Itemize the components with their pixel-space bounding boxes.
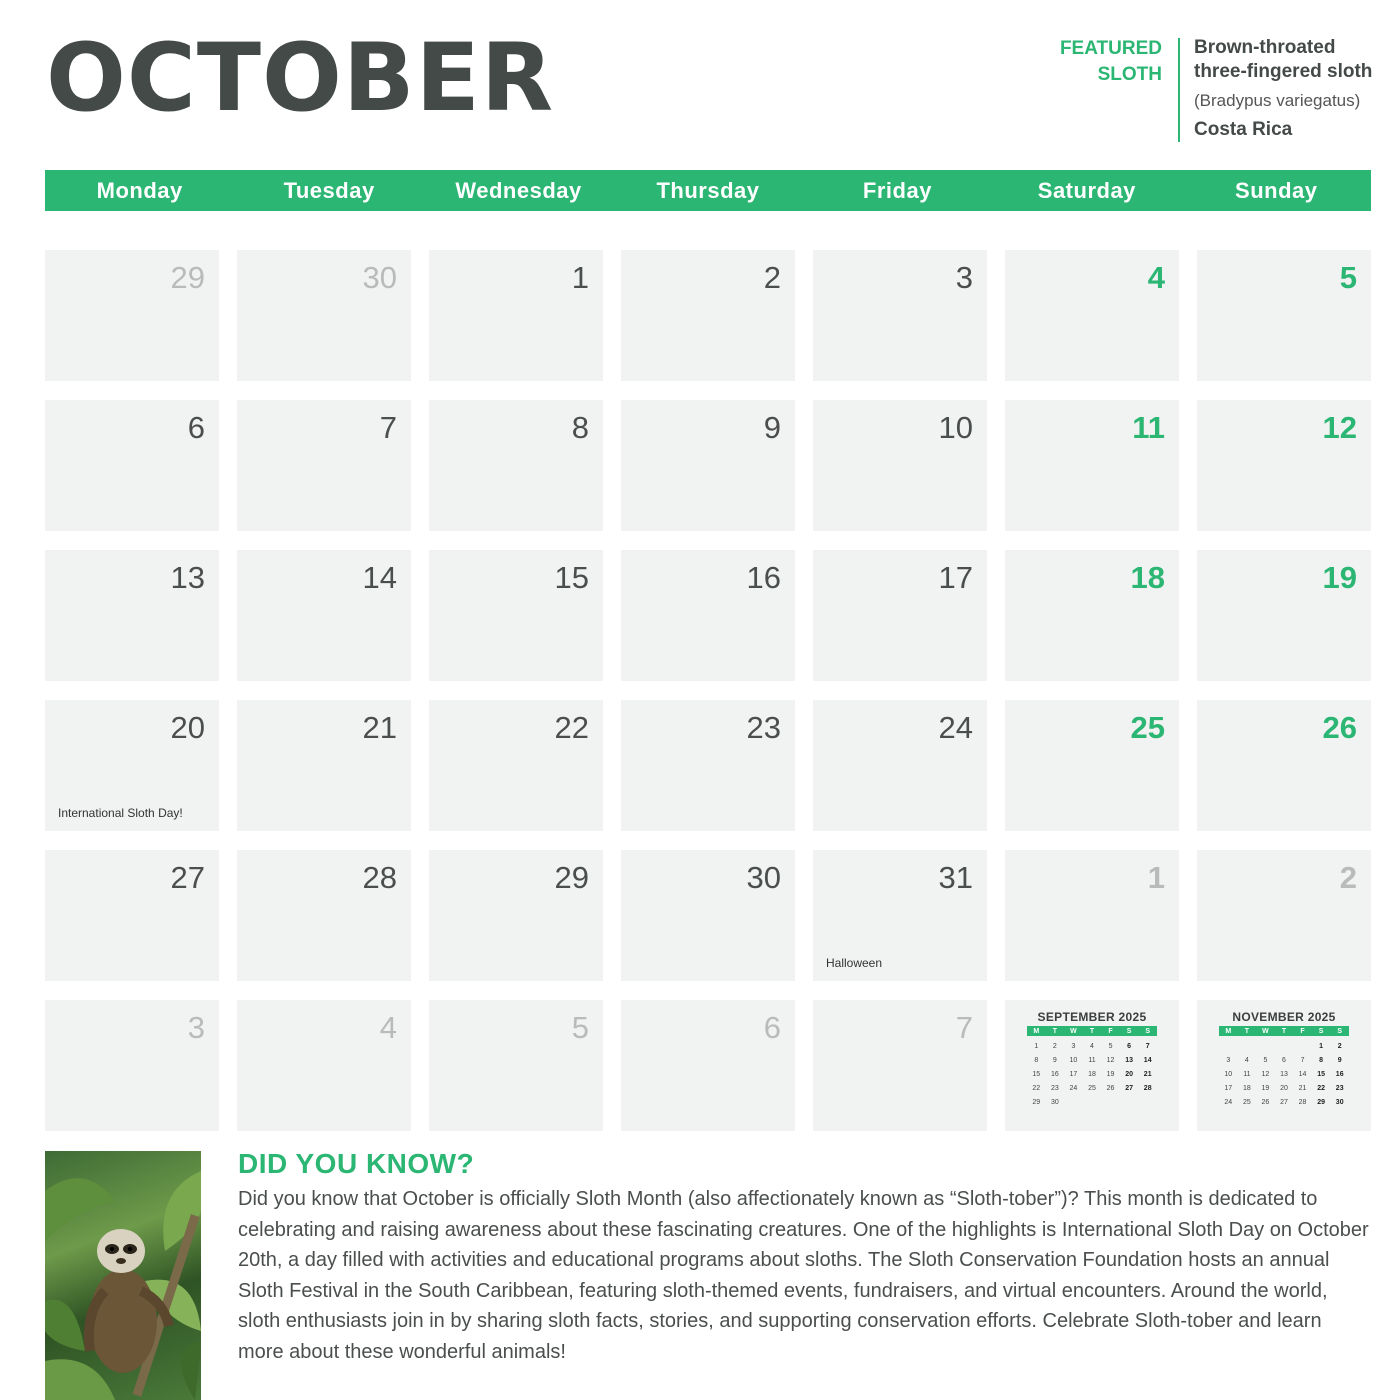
- did-you-know-title: DID YOU KNOW?: [238, 1148, 475, 1179]
- day-cell[interactable]: [1005, 550, 1179, 681]
- featured-name: [1194, 36, 1394, 84]
- day-event: International Sloth Day!: [58, 806, 183, 820]
- weekday-thursday: Thursday: [656, 177, 760, 203]
- mini-day: 28: [1143, 1084, 1152, 1092]
- mini-calendar: [1027, 1010, 1157, 1109]
- mini-day: 24: [1224, 1098, 1233, 1106]
- mini-day: 27: [1280, 1098, 1288, 1106]
- mini-day: 11: [1243, 1070, 1251, 1078]
- mini-day: 29: [1032, 1098, 1041, 1106]
- mini-day: 8: [1319, 1056, 1324, 1064]
- mini-day: 14: [1298, 1070, 1307, 1078]
- mini-day: 9: [1052, 1056, 1057, 1064]
- featured-scientific-name: (Bradypus variegatus): [1194, 91, 1361, 110]
- sloth-illustration: [45, 1151, 201, 1400]
- mini-day-blank: [1256, 1039, 1275, 1053]
- day-number: 8: [571, 410, 589, 445]
- did-you-know-text: Did you know that October is officially Sloth Month (also affectionately known as “Sloth-tober”)? This month is dedicated to celebrating and raising awareness about these fascinating creatures. One of the highlights is International Sloth Day on October 20th, a day filled with activities and educational programs about sloths. The Sloth Conservation Foundation hosts an annual Sloth Festival in the South Caribbean, featuring sloth-themed events, fundraisers, and virtual encounters. Around the world, sloth enthusiasts join in by sharing sloth facts, stories, and supporting conservation efforts. Celebrate Sloth-tober and learn more about these wonderful animals!: [238, 1188, 1369, 1363]
- mini-day-blank: [1238, 1039, 1257, 1053]
- day-cell[interactable]: [1005, 850, 1179, 981]
- day-number: 22: [554, 710, 589, 745]
- day-number: 26: [1322, 710, 1357, 745]
- day-cell[interactable]: [237, 850, 411, 981]
- day-cell[interactable]: [1197, 400, 1371, 531]
- mini-weekday: T: [1244, 1027, 1249, 1035]
- mini-day: 23: [1050, 1084, 1059, 1092]
- day-number: 24: [938, 710, 973, 745]
- mini-weekday: F: [1300, 1027, 1305, 1035]
- mini-day: 3: [1071, 1042, 1076, 1050]
- day-number: 25: [1130, 710, 1165, 745]
- weekday-header: [45, 170, 1371, 211]
- mini-day: 30: [1050, 1098, 1059, 1106]
- day-number: 23: [746, 710, 781, 745]
- mini-day: 4: [1090, 1042, 1094, 1050]
- day-number: 3: [955, 260, 973, 295]
- mini-weekday: T: [1281, 1027, 1287, 1035]
- day-cell[interactable]: [1005, 250, 1179, 381]
- mini-day: 8: [1034, 1056, 1039, 1064]
- mini-day: 2: [1337, 1042, 1342, 1050]
- day-cell[interactable]: [621, 400, 795, 531]
- mini-weekday: M: [1225, 1027, 1232, 1035]
- mini-calendar-weekdays: [1219, 1026, 1349, 1036]
- day-cell[interactable]: [813, 400, 987, 531]
- mini-weekday: T: [1089, 1027, 1095, 1035]
- mini-day: 7: [1300, 1056, 1305, 1064]
- day-number: 1: [1147, 860, 1165, 895]
- mini-day: 25: [1242, 1098, 1251, 1106]
- featured-name-line1: Brown-throated: [1194, 37, 1336, 58]
- mini-weekday: W: [1262, 1027, 1269, 1035]
- day-cell[interactable]: [1197, 550, 1371, 681]
- mini-day: 9: [1337, 1056, 1342, 1064]
- day-cell[interactable]: [621, 250, 795, 381]
- day-cell[interactable]: [237, 400, 411, 531]
- day-cell[interactable]: [813, 850, 987, 981]
- mini-weekday: M: [1033, 1027, 1040, 1035]
- day-number: 16: [746, 560, 781, 595]
- day-cell[interactable]: [429, 850, 603, 981]
- mini-day: 5: [1263, 1056, 1268, 1064]
- mini-day: 17: [1069, 1070, 1078, 1078]
- day-cell[interactable]: [429, 700, 603, 831]
- mini-day: 2: [1052, 1042, 1057, 1050]
- day-cell[interactable]: [237, 1000, 411, 1131]
- day-number: 6: [187, 410, 205, 445]
- mini-day: 4: [1244, 1056, 1249, 1064]
- mini-day: 24: [1069, 1084, 1078, 1092]
- mini-day: 12: [1261, 1070, 1270, 1078]
- day-cell[interactable]: [45, 850, 219, 981]
- mini-day: 18: [1088, 1070, 1096, 1078]
- day-cell[interactable]: [621, 850, 795, 981]
- mini-day: 20: [1280, 1084, 1288, 1092]
- day-number: 7: [955, 1010, 973, 1045]
- day-number: 1: [571, 260, 589, 295]
- day-cell[interactable]: [1197, 250, 1371, 381]
- mini-weekday: W: [1070, 1027, 1077, 1035]
- weekday-friday: Friday: [862, 177, 932, 203]
- mini-weekday: S: [1318, 1027, 1324, 1035]
- mini-day: 15: [1317, 1070, 1326, 1078]
- mini-weekday: S: [1337, 1027, 1343, 1035]
- day-number: 12: [1322, 410, 1357, 445]
- day-number: 14: [362, 560, 397, 595]
- day-cell[interactable]: [429, 400, 603, 531]
- mini-day: 11: [1088, 1056, 1096, 1064]
- day-cell[interactable]: [45, 400, 219, 531]
- mini-calendar: [1219, 1010, 1349, 1109]
- mini-day: 22: [1032, 1084, 1041, 1092]
- day-cell[interactable]: [237, 700, 411, 831]
- day-cell[interactable]: [429, 550, 603, 681]
- day-number: 5: [1339, 260, 1357, 295]
- day-cell[interactable]: [813, 550, 987, 681]
- mini-day: 26: [1261, 1098, 1270, 1106]
- day-number: 3: [187, 1010, 205, 1045]
- featured-name-line2: three-fingered sloth: [1194, 61, 1373, 82]
- day-number: 17: [938, 560, 973, 595]
- day-cell[interactable]: [429, 1000, 603, 1131]
- day-number: 27: [170, 860, 205, 895]
- day-number: 30: [746, 860, 781, 895]
- mini-day: 28: [1298, 1098, 1307, 1106]
- mini-day: 10: [1069, 1056, 1078, 1064]
- mini-day: 21: [1298, 1084, 1307, 1092]
- mini-weekday: S: [1145, 1027, 1151, 1035]
- day-number: 21: [362, 710, 397, 745]
- day-cell[interactable]: [45, 700, 219, 831]
- day-number: 31: [938, 860, 973, 895]
- featured-label-line2: SLOTH: [1097, 64, 1162, 85]
- day-number: 28: [362, 860, 397, 895]
- day-number: 29: [170, 260, 205, 295]
- mini-calendar-days: [1027, 1039, 1157, 1109]
- day-number: 5: [571, 1010, 589, 1045]
- mini-day: 13: [1280, 1070, 1288, 1078]
- mini-day: 13: [1125, 1056, 1134, 1064]
- mini-day: 26: [1106, 1084, 1115, 1092]
- day-cell[interactable]: [1197, 850, 1371, 981]
- mini-weekday: T: [1052, 1027, 1057, 1035]
- mini-day-blank: [1293, 1039, 1312, 1053]
- day-cell[interactable]: [237, 250, 411, 381]
- mini-day: 16: [1335, 1070, 1344, 1078]
- mini-day: 3: [1226, 1056, 1231, 1064]
- mini-day: 1: [1319, 1042, 1324, 1050]
- day-cell[interactable]: [1197, 700, 1371, 831]
- day-cell[interactable]: [1197, 1000, 1371, 1131]
- day-number: 30: [362, 260, 397, 295]
- day-number: 29: [554, 860, 589, 895]
- mini-day: 10: [1224, 1070, 1233, 1078]
- mini-day: 14: [1143, 1056, 1152, 1064]
- mini-calendar-days: [1219, 1039, 1349, 1109]
- day-number: 9: [763, 410, 781, 445]
- day-number: 4: [379, 1010, 397, 1045]
- mini-day: 27: [1125, 1084, 1134, 1092]
- featured-country: Costa Rica: [1194, 119, 1293, 140]
- day-cell[interactable]: [237, 550, 411, 681]
- mini-day: 7: [1145, 1042, 1150, 1050]
- mini-day-blank: [1219, 1039, 1238, 1053]
- day-cell[interactable]: [1005, 1000, 1179, 1131]
- day-cell[interactable]: [621, 1000, 795, 1131]
- mini-day: 12: [1106, 1056, 1115, 1064]
- featured-label: [1042, 36, 1162, 88]
- mini-day: 29: [1317, 1098, 1326, 1106]
- mini-day: 16: [1050, 1070, 1059, 1078]
- month-title: OCTOBER: [46, 24, 555, 133]
- mini-day: 15: [1032, 1070, 1041, 1078]
- featured-label-line1: FEATURED: [1059, 38, 1162, 59]
- day-cell[interactable]: [813, 1000, 987, 1131]
- mini-day: 17: [1224, 1084, 1233, 1092]
- mini-day: 25: [1088, 1084, 1096, 1092]
- mini-weekday: S: [1126, 1027, 1132, 1035]
- day-event: Halloween: [826, 956, 883, 970]
- mini-day: 18: [1242, 1084, 1251, 1092]
- day-number: 13: [170, 560, 205, 595]
- day-number: 19: [1322, 560, 1357, 595]
- day-number: 2: [1339, 860, 1357, 895]
- day-number: 15: [554, 560, 589, 595]
- day-number: 7: [379, 410, 397, 445]
- mini-day: 6: [1282, 1056, 1286, 1064]
- day-cell[interactable]: [1005, 400, 1179, 531]
- day-cell[interactable]: [621, 550, 795, 681]
- day-cell[interactable]: [45, 250, 219, 381]
- day-number: 20: [170, 710, 205, 745]
- mini-day: 19: [1106, 1070, 1115, 1078]
- mini-calendar-title: SEPTEMBER 2025: [1037, 1010, 1147, 1024]
- mini-day: 6: [1127, 1042, 1132, 1050]
- featured-info: [1194, 36, 1394, 142]
- day-cell[interactable]: [621, 700, 795, 831]
- weekday-saturday: Saturday: [1037, 177, 1136, 203]
- mini-day: 30: [1335, 1098, 1344, 1106]
- mini-weekday: F: [1108, 1027, 1113, 1035]
- day-cell[interactable]: [1005, 700, 1179, 831]
- mini-calendar-title: NOVEMBER 2025: [1232, 1010, 1336, 1024]
- day-number: 11: [1132, 410, 1165, 445]
- weekday-sunday: Sunday: [1235, 177, 1318, 203]
- mini-day: 23: [1335, 1084, 1344, 1092]
- day-number: 4: [1147, 260, 1165, 295]
- day-number: 18: [1130, 560, 1165, 595]
- day-cell[interactable]: [813, 250, 987, 381]
- calendar-grid: [45, 250, 1371, 1131]
- day-cell[interactable]: [45, 1000, 219, 1131]
- weekday-tuesday: Tuesday: [283, 177, 375, 203]
- mini-day: 1: [1034, 1042, 1039, 1050]
- sloth-photo: [45, 1151, 201, 1400]
- mini-day: 21: [1143, 1070, 1152, 1078]
- mini-calendar-weekdays: [1027, 1026, 1157, 1036]
- day-cell[interactable]: [429, 250, 603, 381]
- day-cell[interactable]: [813, 700, 987, 831]
- weekday-wednesday: Wednesday: [455, 177, 582, 203]
- mini-day: 20: [1125, 1070, 1134, 1078]
- day-number: 6: [763, 1010, 781, 1045]
- mini-day: 22: [1317, 1084, 1326, 1092]
- day-cell[interactable]: [45, 550, 219, 681]
- featured-divider: [1178, 38, 1180, 142]
- weekday-monday: Monday: [96, 177, 183, 203]
- day-number: 2: [763, 260, 781, 295]
- day-number: 10: [938, 410, 973, 445]
- mini-day: 5: [1108, 1042, 1113, 1050]
- mini-day-blank: [1275, 1039, 1294, 1053]
- mini-day: 19: [1261, 1084, 1270, 1092]
